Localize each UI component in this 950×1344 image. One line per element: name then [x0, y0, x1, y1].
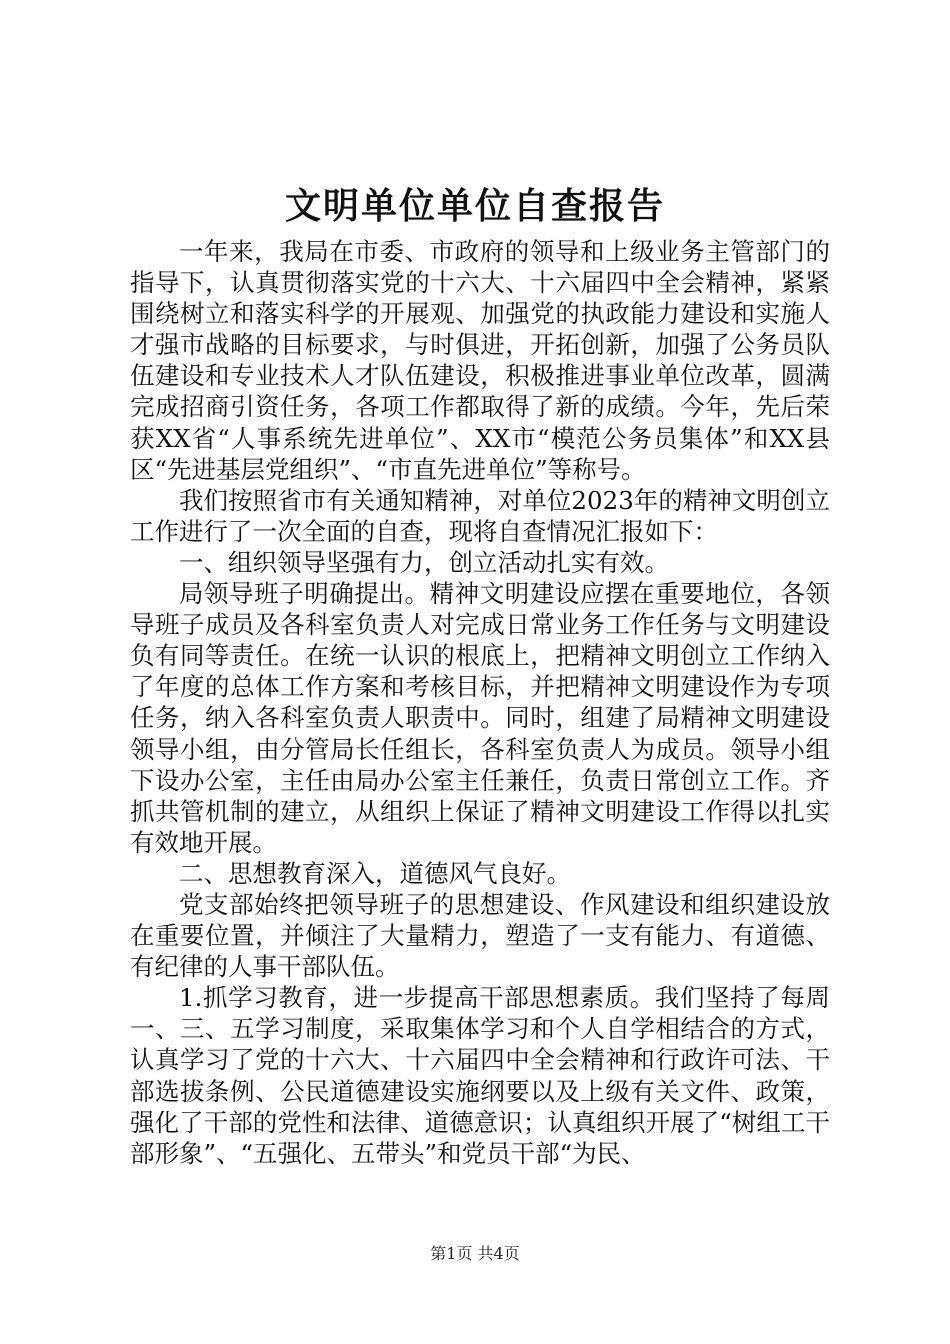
paragraph-leadership: 局领导班子明确提出。精神文明建设应摆在重要地位，各领导班子成员及各科室负责人对完成日常业务工作任务与文明建设负有同等责任。在统一认识的根底上，把精神文明创立工作纳入了年度的总体工作方案和考核目标，并把精神文明建设作为专项任务，纳入各科室负责人职责中。同时，组建了局精神文明建设领导小组，由分管局长任组长，各科室负责人为成员。领导小组下设办公室，主任由局办公室主任兼任，负责日常创立工作。齐抓共管机制的建立，从组织上保证了精神文明建设工作得以扎实有效地开展。	[130, 579, 830, 857]
page-indicator: 第1页 共4页	[430, 1244, 520, 1263]
paragraph-party-branch: 党支部始终把领导班子的思想建设、作风建设和组织建设放在重要位置，并倾注了大量精力，塑造了一支有能力、有道德、有纪律的人事干部队伍。	[130, 889, 830, 982]
paragraph-study-education: 1.抓学习教育，进一步提高干部思想素质。我们坚持了每周一、三、五学习制度，采取集体学习和个人自学相结合的方式，认真学习了党的十六大、十六届四中全会精神和行政许可法、干部选拔条例、公民道德建设实施纲要以及上级有关文件、政策，强化了干部的党性和法律、道德意识；认真组织开展了“树组工干部形象”、“五强化、五带头”和党员干部“为民、	[130, 983, 830, 1168]
paragraph-self-check: 我们按照省市有关通知精神，对单位2023年的精神文明创立工作进行了一次全面的自查，现将自查情况汇报如下：	[130, 485, 830, 546]
section-heading-2: 二、思想教育深入，道德风气良好。	[179, 858, 571, 888]
document-body	[130, 236, 830, 1169]
section-heading-1: 一、组织领导坚强有力，创立活动扎实有效。	[179, 547, 669, 577]
document-title: 文明单位单位自查报告	[284, 185, 665, 227]
paragraph-intro: 一年来，我局在市委、市政府的领导和上级业务主管部门的指导下，认真贯彻落实党的十六大、十六届四中全会精神，紧紧围绕树立和落实科学的开展观、加强党的执政能力建设和实施人才强市战略的目标要求，与时俱进，开拓创新，加强了公务员队伍建设和专业技术人才队伍建设，积极推进事业单位改革，圆满完成招商引资任务，各项工作都取得了新的成绩。今年，先后荣获XX省“人事系统先进单位”、XX市“模范公务员集体”和XX县区“先进基层党组织”、“市直先进单位”等称号。	[130, 237, 830, 484]
